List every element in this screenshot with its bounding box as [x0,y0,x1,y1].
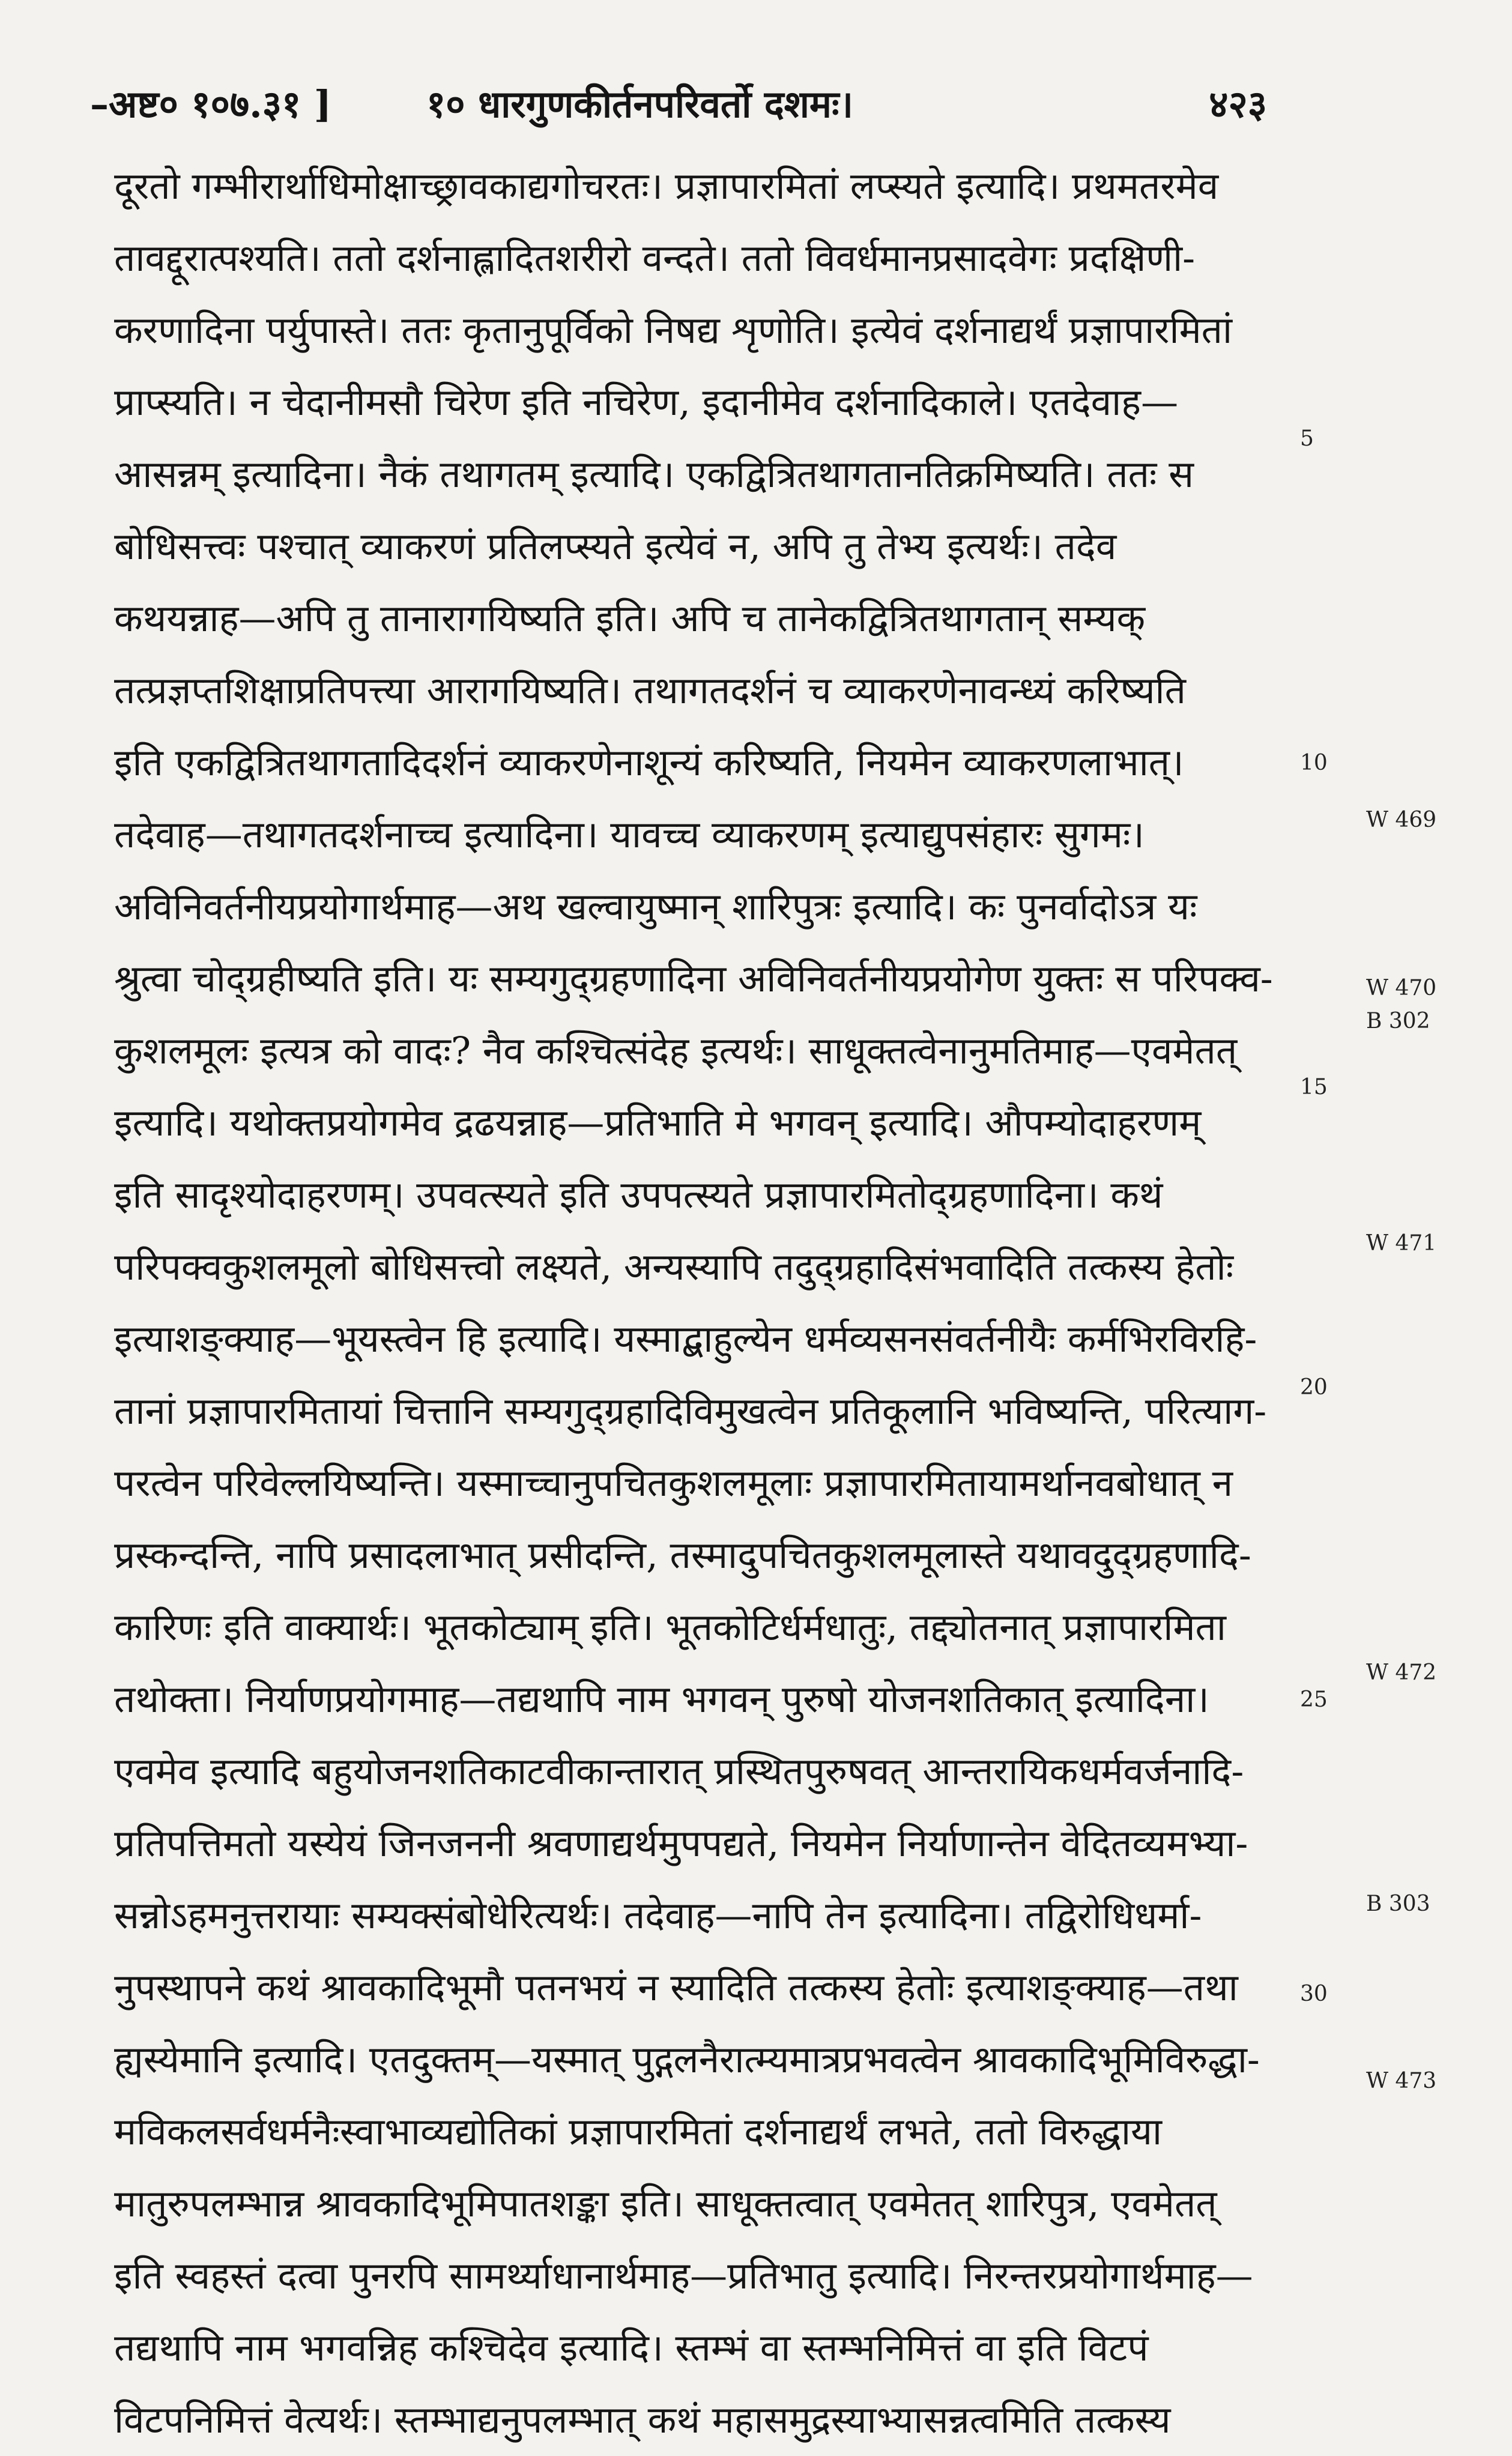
header-left-ref: –अष्ट० १०७.३१ ] [90,82,332,126]
text-line: एवमेव इत्यादि बहुयोजनशतिकाटवीकान्तारात् प्रस्थितपुरुषवत् आन्तरायिकधर्मवर्जनादि- [114,1749,1244,1793]
line-number: 30 [1300,1982,1328,2006]
text-line: इति स्वहस्तं दत्वा पुनरपि सामर्थ्याधानार्थमाह—प्रतिभातु इत्यादि। निरन्तरप्रयोगार्थमाह— [114,2254,1253,2297]
text-line: तत्प्रज्ञप्तशिक्षाप्रतिपत्त्या आरागयिष्यति। तथागतदर्शनं च व्याकरणेनावन्ध्यं करिष्यति [114,668,1186,712]
text-line: प्राप्स्यति। न चेदानीमसौ चिरेण इति नचिरेण, इदानीमेव दर्शनादिकाले। एतदेवाह— [114,380,1179,424]
margin-reference: W 472 [1366,1660,1437,1685]
line-number: 25 [1300,1687,1328,1712]
text-line: प्रतिपत्तिमतो यस्येयं जिनजननी श्रवणाद्यर्थमुपपद्यते, नियमेन निर्याणान्तेन वेदितव्यमभ्या- [114,1821,1248,1865]
line-number: 15 [1300,1075,1328,1099]
text-line: इति एकद्वित्रितथागतादिदर्शनं व्याकरणेनाशून्यं करिष्यति, नियमेन व्याकरणलाभात्। [114,740,1184,784]
chapter-title: १० धारगुणकीर्तनपरिवर्तो दशमः। [426,82,854,126]
main-text [114,150,1303,2456]
margin-reference: B 302 [1366,1009,1430,1033]
text-line: बोधिसत्त्वः पश्चात् व्याकरणं प्रतिलप्स्यते इत्येवं न, अपि तु तेभ्य इत्यर्थः। तदेव [114,524,1117,568]
text-line: सन्नोऽहमनुत्तरायाः सम्यक्संबोधेरित्यर्थः। तदेवाह—नापि तेन इत्यादिना। तद्विरोधिधर्मा- [114,1893,1202,1937]
text-line: श्रुत्वा चोद्ग्रहीष्यति इति। यः सम्यगुद्ग्रहणादिना अविनिवर्तनीयप्रयोगेण युक्तः स परिपक्व- [114,957,1273,1000]
text-line: तानां प्रज्ञापारमितायां चित्तानि सम्यगुद्ग्रहादिविमुखत्वेन प्रतिकूलानि भविष्यन्ति, परित्याग- [114,1389,1267,1433]
text-line: परिपक्वकुशलमूलो बोधिसत्त्वो लक्ष्यते, अन्यस्यापि तदुद्ग्रहादिसंभवादिति तत्कस्य हेतोः [114,1245,1234,1289]
text-line: आसन्नम् इत्यादिना। नैकं तथागतम् इत्यादि। एकद्वित्रितथागतानतिक्रमिष्यति। ततः स [114,452,1194,496]
text-line: करणादिना पर्युपास्ते। ततः कृतानुपूर्विको निषद्य शृणोति। इत्येवं दर्शनाद्यर्थं प्रज्ञापारमितां [114,308,1233,352]
text-line: तदेवाह—तथागतदर्शनाच्च इत्यादिना। यावच्च व्याकरणम् इत्याद्युपसंहारः सुगमः। [114,812,1145,856]
text-line: परत्वेन परिवेल्लयिष्यन्ति। यस्माच्चानुपचितकुशलमूलाः प्रज्ञापारमितायामर्थानवबोधात् न [114,1461,1233,1505]
text-line: इत्यादि। यथोक्तप्रयोगमेव द्रढयन्नाह—प्रतिभाति मे भगवन् इत्यादि। औपम्योदाहरणम् [114,1101,1202,1145]
text-line: विटपनिमित्तं वेत्यर्थः। स्तम्भाद्यनुपलम्भात् कथं महासमुद्रस्याभ्यासन्नत्वमिति तत्कस्य [114,2398,1171,2442]
margin-reference: W 469 [1366,808,1437,832]
text-line: ह्यस्येमानि इत्यादि। एतदुक्तम्—यस्मात् पुद्गलनैरात्म्यमात्रप्रभवत्वेन श्रावकादिभूमिविरुद्धा- [114,2037,1260,2081]
page-number: ४२३ [1209,82,1267,126]
line-number: 10 [1300,751,1328,775]
line-number: 20 [1300,1375,1328,1400]
text-line: इति सादृश्योदाहरणम्। उपवत्स्यते इति उपपत्स्यते प्रज्ञापारमितोद्ग्रहणादिना। कथं [114,1173,1163,1217]
text-line: तथोक्ता। निर्याणप्रयोगमाह—तद्यथापि नाम भगवन् पुरुषो योजनशतिकात् इत्यादिना। [114,1677,1209,1721]
text-line: कारिणः इति वाक्यार्थः। भूतकोट्याम् इति। भूतकोटिर्धर्मधातुः, तद्द्योतनात् प्रज्ञापारमिता [114,1605,1226,1649]
text-line: तावद्दूरात्पश्यति। ततो दर्शनाह्लादितशरीरो वन्दते। ततो विवर्धमानप्रसादवेगः प्रदक्षिणी- [114,236,1196,280]
text-line: प्रस्कन्दन्ति, नापि प्रसादलाभात् प्रसीदन्ति, तस्मादुपचितकुशलमूलास्ते यथावदुद्ग्रहणादि- [114,1533,1251,1577]
margin-reference: W 473 [1366,2069,1437,2093]
text-line: मातुरुपलम्भान्न श्रावकादिभूमिपातशङ्का इति। साधूक्तत्वात् एवमेतत् शारिपुत्र, एवमेतत् [114,2182,1217,2225]
page-header [90,60,1267,132]
text-line: कुशलमूलः इत्यत्र को वादः? नैव कश्चित्संदेह इत्यर्थः। साधूक्तत्वेनानुमतिमाह—एवमेतत् [114,1029,1238,1072]
margin-reference: W 471 [1366,1231,1437,1256]
text-line: दूरतो गम्भीरार्थाधिमोक्षाच्छ्रावकाद्यगोचरतः। प्रज्ञापारमितां लप्स्यते इत्यादि। प्रथमतरमेव [114,164,1219,208]
margin-reference: B 303 [1366,1892,1430,1916]
line-number: 5 [1300,426,1314,451]
text-line: मविकलसर्वधर्मनैःस्वाभाव्यद्योतिकां प्रज्ञापारमितां दर्शनाद्यर्थं लभते, ततो विरुद्धाया [114,2110,1163,2153]
text-line: इत्याशङ्क्याह—भूयस्त्वेन हि इत्यादि। यस्माद्बाहुल्येन धर्मव्यसनसंवर्तनीयैः कर्मभिरविरहि- [114,1317,1257,1361]
text-line: तद्यथापि नाम भगवन्निह कश्चिदेव इत्यादि। स्तम्भं वा स्तम्भनिमित्तं वा इति विटपं [114,2326,1149,2370]
margin-reference: W 470 [1366,976,1437,1000]
text-line: कथयन्नाह—अपि तु तानारागयिष्यति इति। अपि च तानेकद्वित्रितथागतान् सम्यक् [114,596,1146,640]
text-line: नुपस्थापने कथं श्रावकादिभूमौ पतनभयं न स्यादिति तत्कस्य हेतोः इत्याशङ्क्याह—तथा [114,1965,1238,2009]
text-line: अविनिवर्तनीयप्रयोगार्थमाह—अथ खल्वायुष्मान् शारिपुत्रः इत्यादि। कः पुनर्वादोऽत्र यः [114,885,1197,928]
